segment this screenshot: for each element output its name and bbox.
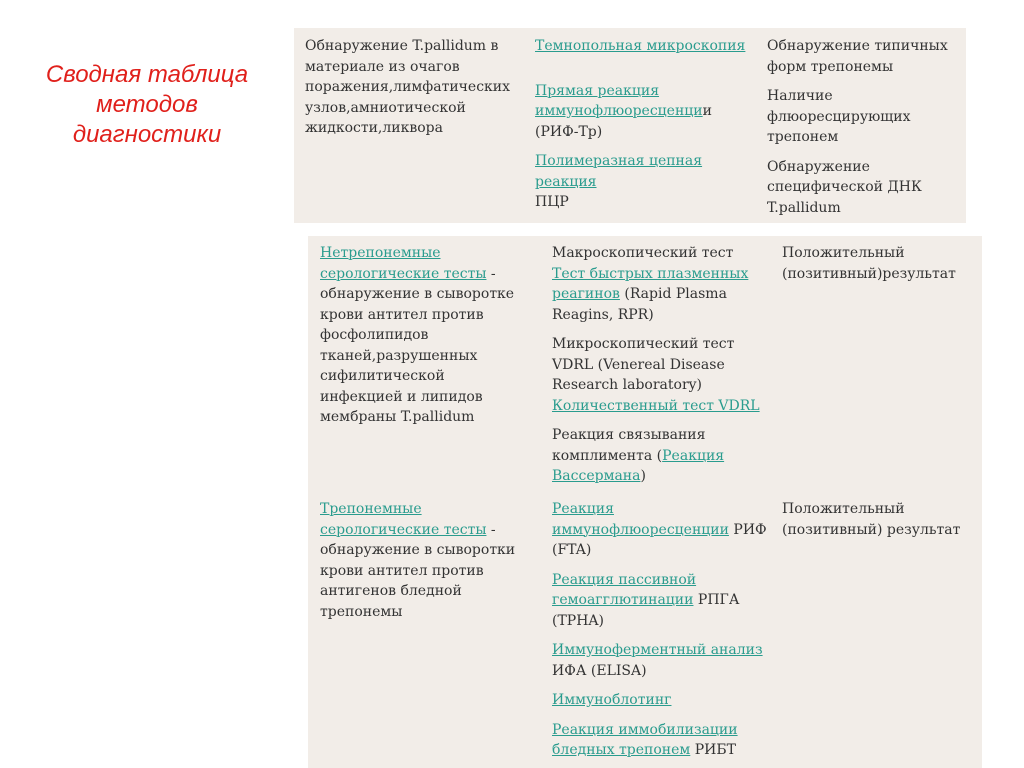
method-link[interactable]: Полимеразная цепная реакция bbox=[535, 153, 703, 190]
test-link[interactable]: Реакция Вассермана bbox=[552, 447, 725, 484]
test-link[interactable]: Реакция иммобилизации бледных трепонем bbox=[552, 721, 738, 758]
test-item bbox=[552, 640, 767, 681]
result-text: Наличие флюоресцирующих трепонем bbox=[767, 88, 911, 145]
method-suffix: и (РИФ-Тр) bbox=[535, 103, 712, 140]
method-item bbox=[535, 81, 750, 143]
test-link[interactable]: Тест быстрых плазменных реагинов bbox=[552, 265, 749, 302]
nontreponemal-category-link[interactable]: Нетрепонемные серологические тесты bbox=[320, 245, 487, 282]
test-prefix: Микроскопический тест VDRL (Venereal Disease Research laboratory) bbox=[552, 336, 735, 393]
category-description bbox=[320, 243, 525, 428]
treponemal-category-cell bbox=[320, 499, 525, 622]
direct-description-cell bbox=[305, 36, 510, 139]
test-item bbox=[552, 425, 767, 487]
test-link[interactable]: Количественный тест VDRL bbox=[552, 397, 760, 414]
title-line: методов bbox=[96, 91, 198, 118]
test-prefix: Макроскопический тест bbox=[552, 245, 734, 261]
test-suffix: (Rapid Plasma Reagins, RPR) bbox=[552, 286, 727, 323]
nontreponemal-tests-cell bbox=[552, 243, 767, 487]
method-item bbox=[535, 36, 750, 57]
test-item bbox=[552, 720, 767, 761]
title-line: Сводная таблица bbox=[45, 61, 249, 88]
category-text: - обнаружение в сыворотки крови антител против антигенов бледной трепонемы bbox=[320, 521, 516, 620]
method-item bbox=[535, 151, 750, 213]
page-title bbox=[22, 60, 272, 150]
test-suffix: РПГА (TPHA) bbox=[552, 592, 740, 629]
method-link[interactable]: Темнопольная микроскопия bbox=[535, 38, 746, 54]
serology-panel bbox=[308, 236, 982, 768]
category-description bbox=[320, 499, 525, 622]
direct-detection-panel bbox=[294, 28, 966, 223]
treponemal-result-cell bbox=[782, 499, 972, 540]
test-suffix: ИФА (ELISA) bbox=[552, 662, 647, 679]
result-text: Положительный (позитивный)результат bbox=[782, 245, 956, 282]
test-item bbox=[552, 690, 767, 711]
treponemal-category-link[interactable]: Трепонемные серологические тесты bbox=[320, 501, 487, 538]
test-link[interactable]: Иммуноблотинг bbox=[552, 692, 672, 708]
test-item bbox=[552, 243, 767, 325]
test-suffix: РИБТ bbox=[690, 742, 737, 758]
test-item bbox=[552, 499, 767, 561]
test-item bbox=[552, 334, 767, 416]
direct-methods-cell bbox=[535, 36, 750, 213]
nontreponemal-category-cell bbox=[320, 243, 525, 428]
test-link[interactable]: Реакция иммунофлюоресценции bbox=[552, 501, 729, 538]
test-suffix: РИФ (FTA) bbox=[552, 521, 767, 558]
direct-description: Обнаружение T.pallidum в материале из очагов поражения,лимфатических узлов,амниотической жидкости,ликвора bbox=[305, 38, 511, 136]
method-suffix: ПЦР bbox=[535, 194, 569, 210]
category-text: - обнаружение в сыворотке крови антител против фосфолипидов тканей,разрушенных сифилитической инфекцией и липидов мембраны T.pallidum bbox=[320, 265, 515, 425]
method-link[interactable]: Прямая реакция иммунофлюоресценци bbox=[535, 82, 703, 119]
treponemal-tests-cell bbox=[552, 499, 767, 761]
test-link[interactable]: Реакция пассивной гемоагглютинации bbox=[552, 571, 697, 608]
result-text: Обнаружение специфической ДНК T.pallidum bbox=[767, 158, 922, 216]
result-text: Положительный (позитивный) результат bbox=[782, 501, 961, 538]
test-prefix: Реакция связывания комплимента ( bbox=[552, 427, 706, 464]
title-line: диагностики bbox=[72, 121, 222, 148]
test-suffix: ) bbox=[640, 468, 646, 484]
test-link[interactable]: Иммуноферментный анализ bbox=[552, 642, 763, 658]
result-text: Обнаружение типичных форм трепонемы bbox=[767, 38, 948, 75]
test-item bbox=[552, 570, 767, 632]
direct-results-cell bbox=[767, 36, 952, 218]
nontreponemal-result-cell bbox=[782, 243, 972, 284]
